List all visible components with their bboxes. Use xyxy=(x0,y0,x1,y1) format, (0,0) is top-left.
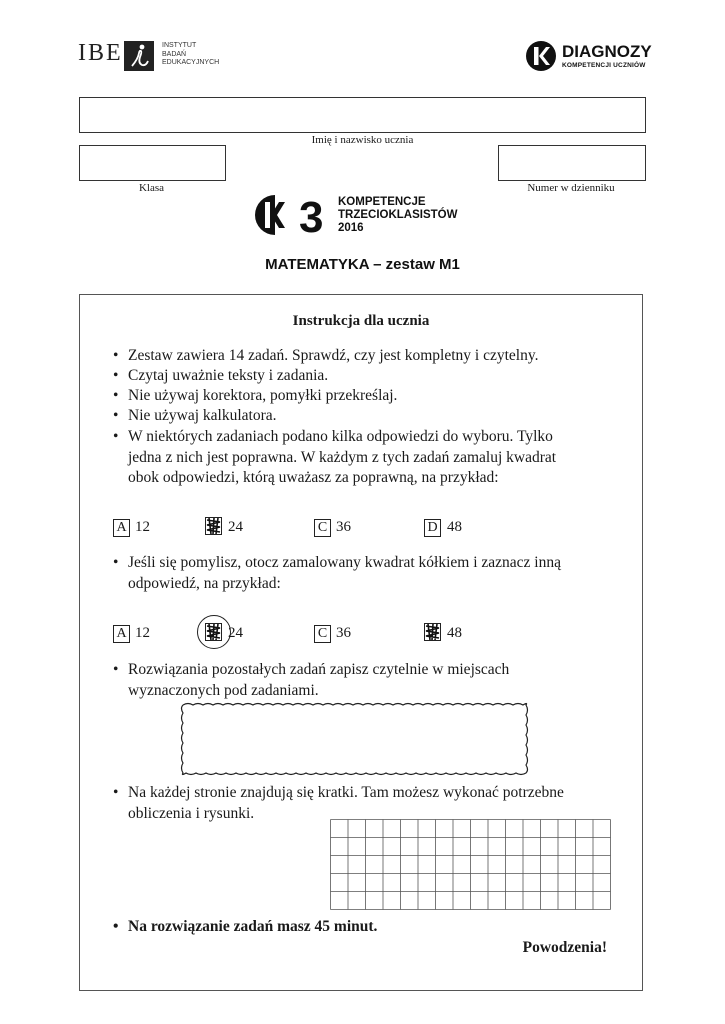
ibe-logo-text: IBE xyxy=(78,40,123,66)
diagnozy-subtitle: KOMPETENCJI UCZNIÓW xyxy=(562,62,646,69)
bullet-line: Na każdej stronie znajdują się kratki. Tam możesz wykonać potrzebne xyxy=(128,784,564,801)
bullet-text: Zestaw zawiera 14 zadań. Sprawdź, czy jest kompletny i czytelny. xyxy=(128,347,539,364)
marked-option-box-d[interactable] xyxy=(424,623,441,641)
diagnozy-logo-icon xyxy=(525,40,557,72)
instruction-bullet-solutions: • Rozwiązania pozostałych zadań zapisz czytelnie w miejscach wyznaczonych pod zadaniami. xyxy=(128,660,509,701)
student-name-label: Imię i nazwisko ucznia xyxy=(311,134,414,146)
instruction-bullet-mistake: • Jeśli się pomylisz, otocz zamalowany kwadrat kółkiem i zaznacz inną odpowiedź, na przykład: xyxy=(128,553,561,594)
instruction-bullet: • Nie używaj korektora, pomyłki przekreślaj. xyxy=(113,387,398,404)
ibe-line: BADAŃ xyxy=(162,50,187,58)
ibe-line: EDUKACYJNYCH xyxy=(162,59,220,66)
bullet-line: Rozwiązania pozostałych zadań zapisz czytelnie w miejscach xyxy=(128,661,510,678)
class-label: Klasa xyxy=(138,182,165,194)
instruction-bullet: • Zestaw zawiera 14 zadań. Sprawdź, czy jest kompletny i czytelny. xyxy=(113,347,539,364)
svg-text:3: 3 xyxy=(299,193,324,238)
solution-area-example xyxy=(178,700,531,778)
option-box-c[interactable]: C xyxy=(314,519,331,537)
option-box-c[interactable]: C xyxy=(314,625,331,643)
bullet-line: obliczenia i rysunki. xyxy=(128,804,255,822)
bullet-line: odpowiedź, na przykład: xyxy=(128,574,281,592)
instruction-title: Instrukcja dla ucznia xyxy=(292,313,430,329)
option-value-a: 12 xyxy=(135,625,150,641)
good-luck-text: Powodzenia! xyxy=(522,939,607,956)
instruction-bullet-grid: • Na każdej stronie znajdują się kratki. Tam możesz wykonać potrzebne obliczenia i rysunki. xyxy=(128,783,564,824)
option-box-a[interactable]: A xyxy=(113,519,130,537)
bullet-line: W niektórych zadaniach podano kilka odpowiedzi do wyboru. Tylko xyxy=(128,428,553,445)
k3-line: TRZECIOKLASISTÓW xyxy=(338,209,458,221)
time-limit-text: Na rozwiązanie zadań masz 45 minut. xyxy=(128,918,378,935)
k3-line: KOMPETENCJE xyxy=(338,196,426,208)
journal-number-label: Numer w dzienniku xyxy=(527,182,615,194)
option-value-d: 48 xyxy=(447,519,462,535)
marked-option-box-b[interactable] xyxy=(205,623,222,641)
bullet-line: Jeśli się pomylisz, otocz zamalowany kwadrat kółkiem i zaznacz inną xyxy=(128,554,561,571)
option-value-c: 36 xyxy=(336,625,351,641)
bullet-text: Nie używaj korektora, pomyłki przekreślaj. xyxy=(128,387,398,404)
scratch-grid xyxy=(330,819,612,916)
option-value-c: 36 xyxy=(336,519,351,535)
option-value-b: 24 xyxy=(228,625,243,641)
subject-title: MATEMATYKA – zestaw M1 xyxy=(265,256,460,273)
journal-number-field[interactable] xyxy=(498,145,646,181)
bullet-text: Nie używaj kalkulatora. xyxy=(128,407,277,424)
instruction-bullet-choice: • W niektórych zadaniach podano kilka odpowiedzi do wyboru. Tylko jedna z nich jest poprawna. W każdym z tych zadań zamaluj kwadrat obok odpowiedzi, którą uważasz za poprawną, na przykład: xyxy=(128,427,556,489)
instruction-bullet: • Nie używaj kalkulatora. xyxy=(113,407,277,424)
option-value-a: 12 xyxy=(135,519,150,535)
bullet-line: obok odpowiedzi, którą uważasz za poprawną, na przykład: xyxy=(128,469,499,486)
bullet-line: jedna z nich jest poprawna. W każdym z tych zadań zamaluj kwadrat xyxy=(128,448,557,466)
wavy-border xyxy=(182,704,528,775)
student-name-field[interactable] xyxy=(79,97,646,133)
ibe-line: INSTYTUT xyxy=(162,42,197,49)
instruction-bullet: • Czytaj uważnie teksty i zadania. xyxy=(113,367,329,384)
option-box-a[interactable]: A xyxy=(113,625,130,643)
option-value-b: 24 xyxy=(228,519,243,535)
bullet-text: Czytaj uważnie teksty i zadania. xyxy=(128,367,329,384)
k3-logo-text xyxy=(338,196,457,235)
k3-logo-icon xyxy=(255,192,333,238)
ibe-logo-icon xyxy=(124,41,154,71)
ibe-institute-name xyxy=(162,42,219,68)
k3-line: 2016 xyxy=(338,222,364,234)
option-value-d: 48 xyxy=(447,625,462,641)
marked-option-box-b[interactable] xyxy=(205,517,222,535)
class-field[interactable] xyxy=(79,145,226,181)
option-box-d[interactable]: D xyxy=(424,519,441,537)
diagnozy-title: DIAGNOZY xyxy=(562,42,652,61)
bullet-line: wyznaczonych pod zadaniami. xyxy=(128,681,319,699)
